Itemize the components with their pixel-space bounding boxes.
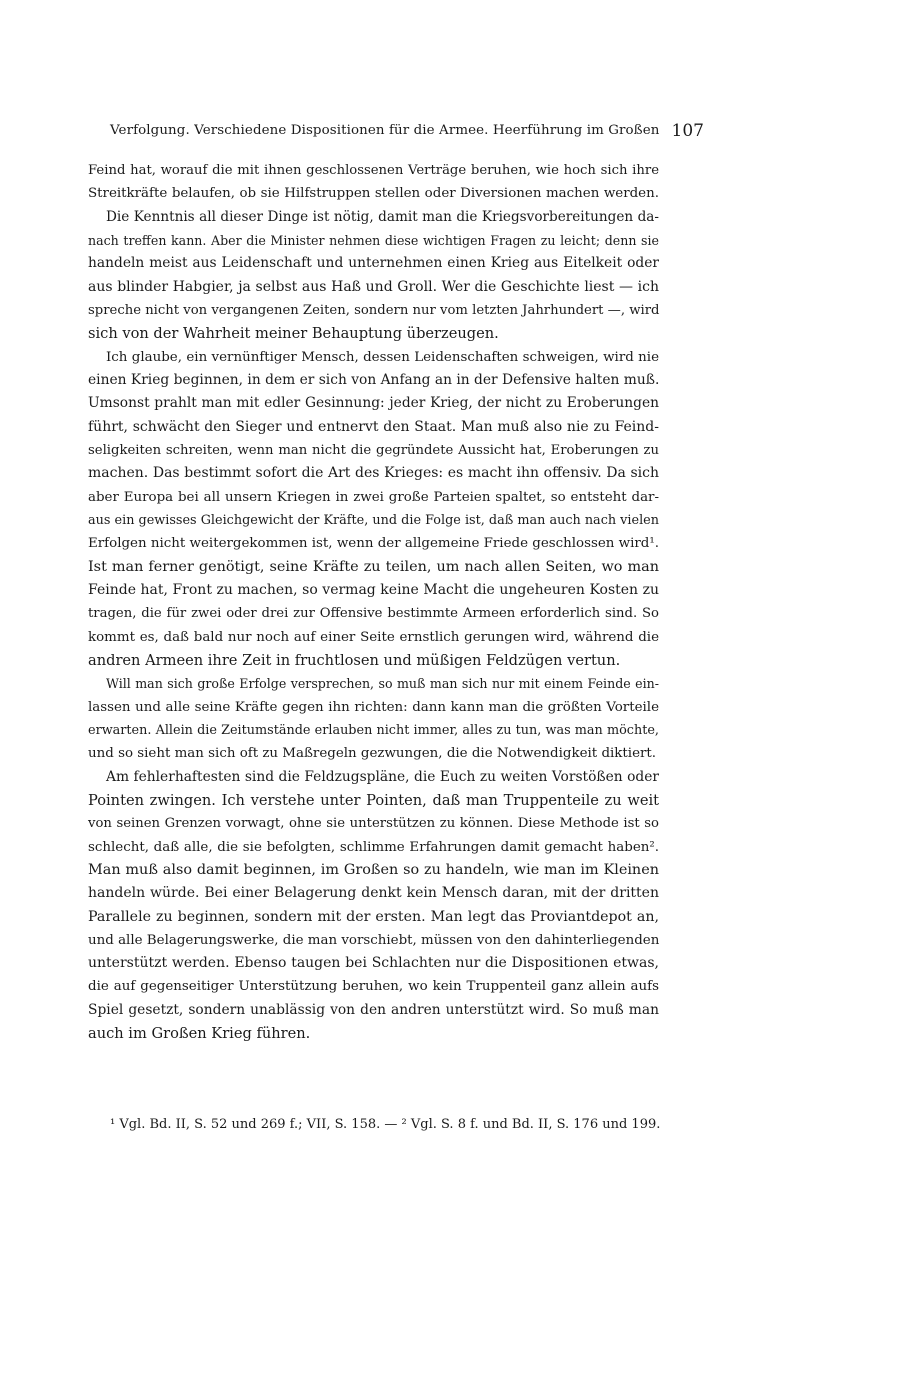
text-line: Streitkräfte belaufen, ob sie Hilfstruppen stellen oder Diversionen machen werden. [88, 186, 659, 202]
text-line: nach treffen kann. Aber die Minister nehmen diese wichtigen Fragen zu leicht; denn sie [88, 232, 659, 248]
body-text [88, 159, 659, 1045]
text-line: kommt es, daß bald nur noch auf einer Seite ernstlich gerungen wird, während die [88, 629, 659, 645]
text-line: Erfolgen nicht weitergekommen ist, wenn der allgemeine Friede geschlossen wird¹. [88, 536, 659, 552]
text-line: Umsonst prahlt man mit edler Gesinnung: jeder Krieg, der nicht zu Eroberungen [88, 395, 659, 412]
text-line: die auf gegenseitiger Unterstützung beruhen, wo kein Truppenteil ganz allein aufs [88, 979, 659, 995]
text-line: Spiel gesetzt, sondern unablässig von den andren unterstützt wird. So muß man [88, 1001, 659, 1018]
text-line: Feinde hat, Front zu machen, so vermag keine Macht die ungeheuren Kosten zu [88, 581, 659, 598]
text-line: von seinen Grenzen vorwagt, ohne sie unterstützen zu können. Diese Methode ist so [88, 816, 659, 832]
text-line: Pointen zwingen. Ich verstehe unter Pointen, daß man Truppenteile zu weit [88, 791, 659, 809]
text-line: Parallele zu beginnen, sondern mit der ersten. Man legt das Proviantdepot an, [88, 908, 659, 925]
text-line: aus blinder Habgier, ja selbst aus Haß und Groll. Wer die Geschichte liest — ich [88, 278, 659, 295]
text-line: schlecht, daß alle, die sie befolgten, schlimme Erfahrungen damit gemacht haben². [88, 839, 659, 855]
text-line: Die Kenntnis all dieser Dinge ist nötig, damit man die Kriegsvorbereitungen da- [106, 208, 659, 225]
running-head: Verfolgung. Verschiedene Dispositionen für die Armee. Heerführung im Großen [110, 123, 660, 138]
text-line: handeln meist aus Leidenschaft und unternehmen einen Krieg aus Eitelkeit oder [88, 255, 659, 272]
page-number: 107 [671, 121, 704, 141]
text-line: unterstützt werden. Ebenso taugen bei Schlachten nur die Dispositionen etwas, [88, 955, 659, 972]
text-line: spreche nicht von vergangenen Zeiten, sondern nur vom letzten Jahrhundert —, wird [88, 302, 660, 318]
text-line: einen Krieg beginnen, in dem er sich von Anfang an in der Defensive halten muß. [88, 371, 660, 388]
text-line: auch im Großen Krieg führen. [88, 1025, 311, 1043]
text-line: führt, schwächt den Sieger und entnervt den Staat. Man muß also nie zu Feind- [88, 418, 659, 435]
text-line: und so sieht man sich oft zu Maßregeln gezwungen, die die Notwendigkeit diktiert. [88, 746, 657, 762]
text-line: Feind hat, worauf die mit ihnen geschlossenen Verträge beruhen, wie hoch sich ihre [88, 163, 659, 178]
text-line: aber Europa bei all unsern Kriegen in zwei große Parteien spaltet, so entsteht dar- [88, 489, 659, 505]
text-line: Man muß also damit beginnen, im Großen so zu handeln, wie man im Kleinen [88, 861, 659, 878]
text-line: Ich glaube, ein vernünftiger Mensch, dessen Leidenschaften schweigen, wird nie [106, 349, 659, 365]
text-line: Am fehlerhaftesten sind die Feldzugspläne, die Euch zu weiten Vorstößen oder [106, 768, 659, 785]
text-line: und alle Belagerungswerke, die man vorschiebt, müssen von den dahinterliegenden [88, 932, 660, 948]
text-line: lassen und alle seine Kräfte gegen ihn richten: dann kann man die größten Vorteile [88, 699, 659, 715]
text-line: erwarten. Allein die Zeitumstände erlauben nicht immer, alles zu tun, was man möchte, [88, 722, 659, 738]
text-line: andren Armeen ihre Zeit in fruchtlosen und müßigen Feldzügen vertun. [88, 651, 621, 669]
text-line: machen. Das bestimmt sofort die Art des Krieges: es macht ihn offensiv. Da sich [88, 465, 659, 482]
text-line: Ist man ferner genötigt, seine Kräfte zu teilen, um nach allen Seiten, wo man [88, 558, 659, 575]
footnotes: ¹ Vgl. Bd. II, S. 52 und 269 f.; VII, S. 158. — ² Vgl. S. 8 f. und Bd. II, S. 176 und 199. [110, 1117, 661, 1132]
text-line: handeln würde. Bei einer Belagerung denkt kein Mensch daran, mit der dritten [88, 885, 659, 902]
text-line: Will man sich große Erfolge versprechen, so muß man sich nur mit einem Feinde ein- [106, 676, 659, 692]
text-line: tragen, die für zwei oder drei zur Offensive bestimmte Armeen erforderlich sind. So [88, 606, 659, 622]
text-line: aus ein gewisses Gleichgewicht der Kräfte, und die Folge ist, daß man auch nach vielen [88, 512, 659, 528]
text-line: sich von der Wahrheit meiner Behauptung überzeugen. [88, 325, 499, 343]
text-line: seligkeiten schreiten, wenn man nicht die gegründete Aussicht hat, Eroberungen zu [88, 442, 659, 458]
